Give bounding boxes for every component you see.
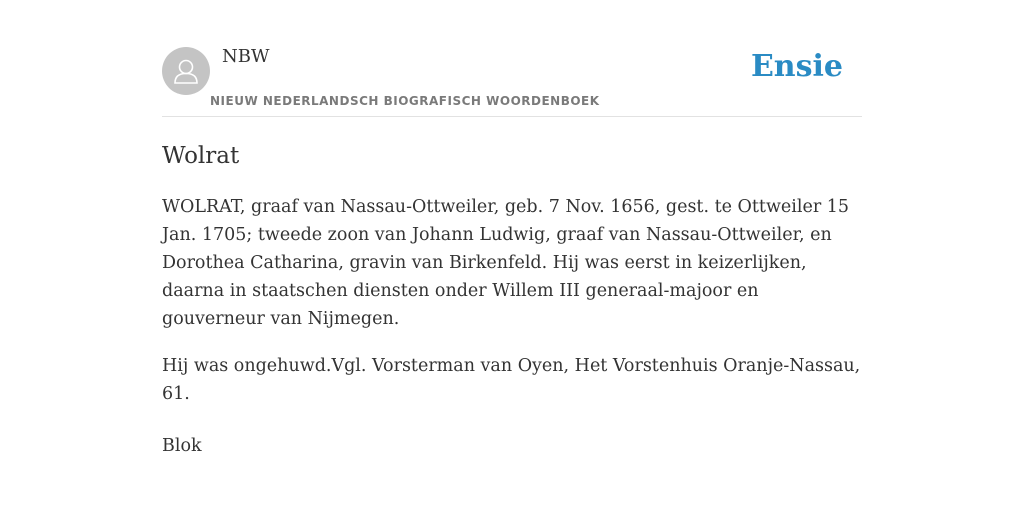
page-container xyxy=(162,0,862,456)
article-author: Blok xyxy=(162,436,202,456)
ensie-logo-link[interactable]: Ensie xyxy=(750,49,843,84)
article-paragraph: Hij was ongehuwd.Vgl. Vorsterman van Oyen, Het Vorstenhuis Oranje-Nassau, 61. xyxy=(162,356,861,404)
source-name[interactable]: NBW xyxy=(222,46,270,67)
user-placeholder-icon[interactable] xyxy=(162,47,210,95)
article-title: Wolrat xyxy=(162,143,240,169)
source-header xyxy=(162,0,862,117)
source-full-name: NIEUW NEDERLANDSCH BIOGRAFISCH WOORDENBOEK xyxy=(210,94,600,108)
article-paragraph: WOLRAT, graaf van Nassau-Ottweiler, geb. 7 Nov. 1656, gest. te Ottweiler 15 Jan. 1705; tweede zoon van Johann Ludwig, graaf van Nassau-Ottweiler, en Dorothea Catharina, gravin van Birkenfeld. Hij was eerst in keizerlijken, daarna in staatschen diensten onder Willem III generaal-majoor en gouverneur van Nijmegen. xyxy=(162,197,850,329)
